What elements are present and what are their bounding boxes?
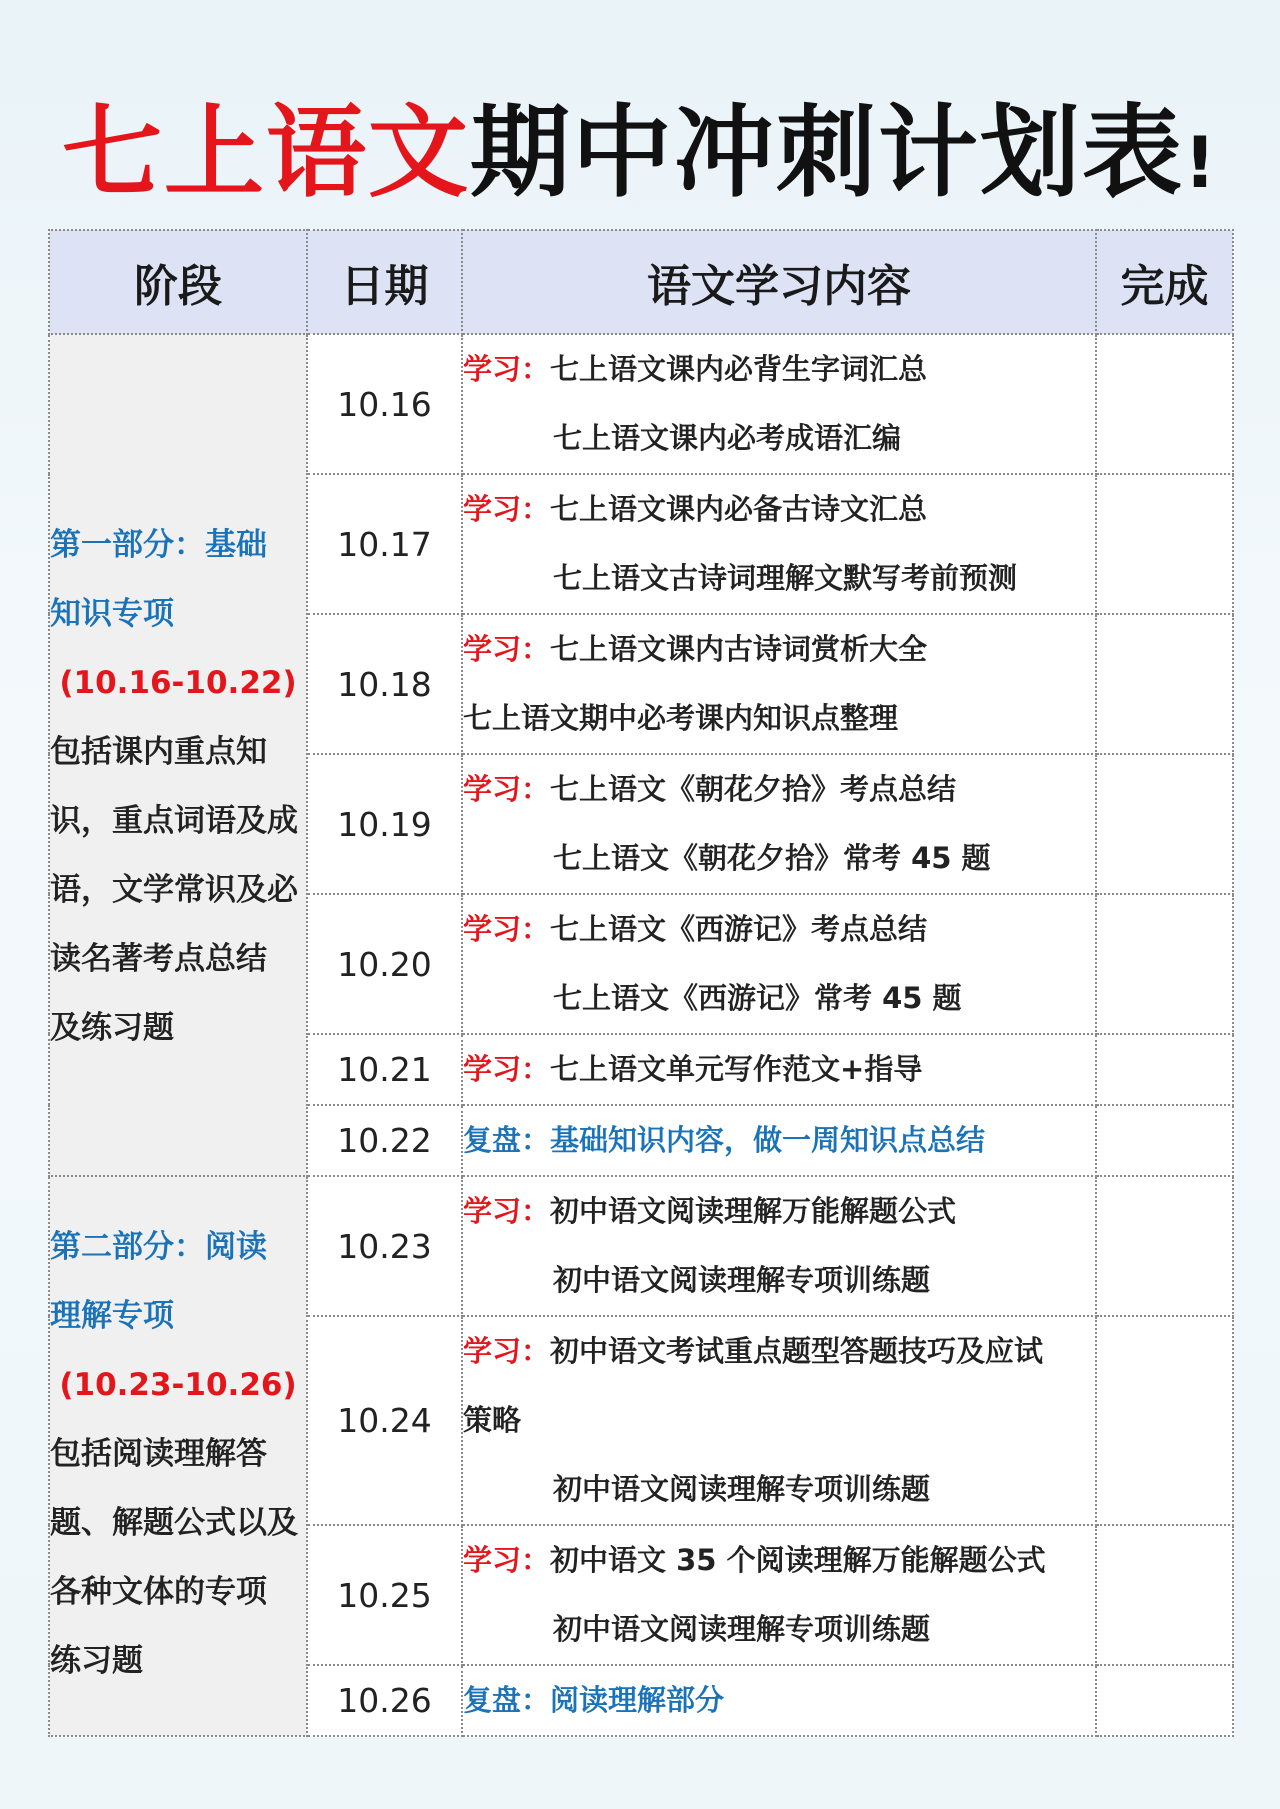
stage-2-desc-line: 包括阅读理解答 xyxy=(50,1436,267,1472)
content-line: 七上语文课内古诗词赏析大全 xyxy=(550,632,928,666)
header-done: 完成 xyxy=(1096,230,1233,334)
content-line: 七上语文期中必考课内知识点整理 xyxy=(463,701,899,735)
content-line: 七上语文单元写作范文+指导 xyxy=(550,1052,923,1086)
content-line: 初中语文考试重点题型答题技巧及应试 xyxy=(550,1334,1044,1368)
content-line: 七上语文课内必考成语汇编 xyxy=(553,421,902,455)
study-tag: 学习： xyxy=(463,492,551,526)
study-tag: 学习： xyxy=(463,912,551,946)
content-line: 初中语文阅读理解专项训练题 xyxy=(553,1472,931,1506)
stage-2-title-line2: 理解专项 xyxy=(50,1298,174,1334)
title-black-part: 期中冲刺计划表 xyxy=(470,94,1185,211)
date-cell: 10.21 xyxy=(307,1034,462,1105)
content-cell xyxy=(462,1665,1096,1736)
table-row xyxy=(49,334,1233,474)
table-row xyxy=(49,1176,1233,1316)
date-cell: 10.26 xyxy=(307,1665,462,1736)
done-cell[interactable] xyxy=(1096,1665,1233,1736)
study-tag: 学习： xyxy=(463,1194,551,1228)
stage-1-desc-line: 语，文学常识及必 xyxy=(50,872,298,908)
stage-1-desc-line: 读名著考点总结 xyxy=(50,941,267,977)
content-cell xyxy=(462,334,1096,474)
done-cell[interactable] xyxy=(1096,1176,1233,1316)
date-cell: 10.22 xyxy=(307,1105,462,1176)
stage-2-desc-line: 练习题 xyxy=(50,1643,143,1679)
table-header-row xyxy=(49,230,1233,334)
stage-2-desc-line: 各种文体的专项 xyxy=(50,1574,267,1610)
date-cell: 10.25 xyxy=(307,1525,462,1665)
content-line: 七上语文古诗词理解文默写考前预测 xyxy=(553,561,1018,595)
stage-1-title-line1: 第一部分：基础 xyxy=(50,527,267,563)
content-line: 策略 xyxy=(463,1403,522,1437)
content-line: 七上语文课内必背生字词汇总 xyxy=(550,352,928,386)
content-cell xyxy=(462,1034,1096,1105)
content-line: 初中语文 35 个阅读理解万能解题公式 xyxy=(550,1543,1046,1577)
content-line: 七上语文《西游记》考点总结 xyxy=(550,912,928,946)
title-red-part: 七上语文 xyxy=(62,94,471,211)
content-cell xyxy=(462,1525,1096,1665)
content-line: 七上语文《朝花夕拾》常考 45 题 xyxy=(553,841,991,875)
plan-table xyxy=(48,229,1234,1737)
content-cell xyxy=(462,1105,1096,1176)
review-tag: 复盘： xyxy=(463,1683,551,1717)
stage-cell-1 xyxy=(49,334,307,1176)
content-cell xyxy=(462,894,1096,1034)
stage-2-range: (10.23-10.26) xyxy=(59,1367,297,1403)
review-tag: 复盘： xyxy=(463,1123,551,1157)
content-line: 基础知识内容，做一周知识点总结 xyxy=(550,1123,986,1157)
content-line: 七上语文《朝花夕拾》考点总结 xyxy=(550,772,957,806)
content-line: 初中语文阅读理解专项训练题 xyxy=(553,1612,931,1646)
date-cell: 10.23 xyxy=(307,1176,462,1316)
study-tag: 学习： xyxy=(463,772,551,806)
done-cell[interactable] xyxy=(1096,1316,1233,1525)
date-cell: 10.17 xyxy=(307,474,462,614)
content-cell xyxy=(462,754,1096,894)
stage-1-range: (10.16-10.22) xyxy=(59,665,297,701)
done-cell[interactable] xyxy=(1096,1525,1233,1665)
stage-1-desc-line: 及练习题 xyxy=(50,1010,174,1046)
done-cell[interactable] xyxy=(1096,614,1233,754)
content-line: 初中语文阅读理解专项训练题 xyxy=(553,1263,931,1297)
header-date: 日期 xyxy=(307,230,462,334)
stage-cell-2 xyxy=(49,1176,307,1736)
content-line: 七上语文课内必备古诗文汇总 xyxy=(550,492,928,526)
study-tag: 学习： xyxy=(463,1052,551,1086)
content-line: 阅读理解部分 xyxy=(550,1683,725,1717)
date-cell: 10.16 xyxy=(307,334,462,474)
content-line: 七上语文《西游记》常考 45 题 xyxy=(553,981,962,1015)
stage-2-title-line1: 第二部分：阅读 xyxy=(50,1229,267,1265)
date-cell: 10.18 xyxy=(307,614,462,754)
stage-1-title-line2: 知识专项 xyxy=(50,596,174,632)
stage-2-desc-line: 题、解题公式以及 xyxy=(50,1505,298,1541)
date-cell: 10.20 xyxy=(307,894,462,1034)
title-exclamation: ! xyxy=(1184,122,1218,204)
done-cell[interactable] xyxy=(1096,334,1233,474)
page-title xyxy=(0,88,1280,228)
date-cell: 10.24 xyxy=(307,1316,462,1525)
stage-1-desc-line: 包括课内重点知 xyxy=(50,734,267,770)
study-tag: 学习： xyxy=(463,1334,551,1368)
study-tag: 学习： xyxy=(463,352,551,386)
study-tag: 学习： xyxy=(463,1543,551,1577)
content-cell xyxy=(462,1316,1096,1525)
done-cell[interactable] xyxy=(1096,1034,1233,1105)
content-cell xyxy=(462,614,1096,754)
done-cell[interactable] xyxy=(1096,1105,1233,1176)
content-line: 初中语文阅读理解万能解题公式 xyxy=(550,1194,957,1228)
date-cell: 10.19 xyxy=(307,754,462,894)
stage-1-desc-line: 识，重点词语及成 xyxy=(50,803,298,839)
header-stage: 阶段 xyxy=(49,230,307,334)
study-tag: 学习： xyxy=(463,632,551,666)
header-content: 语文学习内容 xyxy=(462,230,1096,334)
done-cell[interactable] xyxy=(1096,894,1233,1034)
content-cell xyxy=(462,1176,1096,1316)
content-cell xyxy=(462,474,1096,614)
done-cell[interactable] xyxy=(1096,474,1233,614)
done-cell[interactable] xyxy=(1096,754,1233,894)
